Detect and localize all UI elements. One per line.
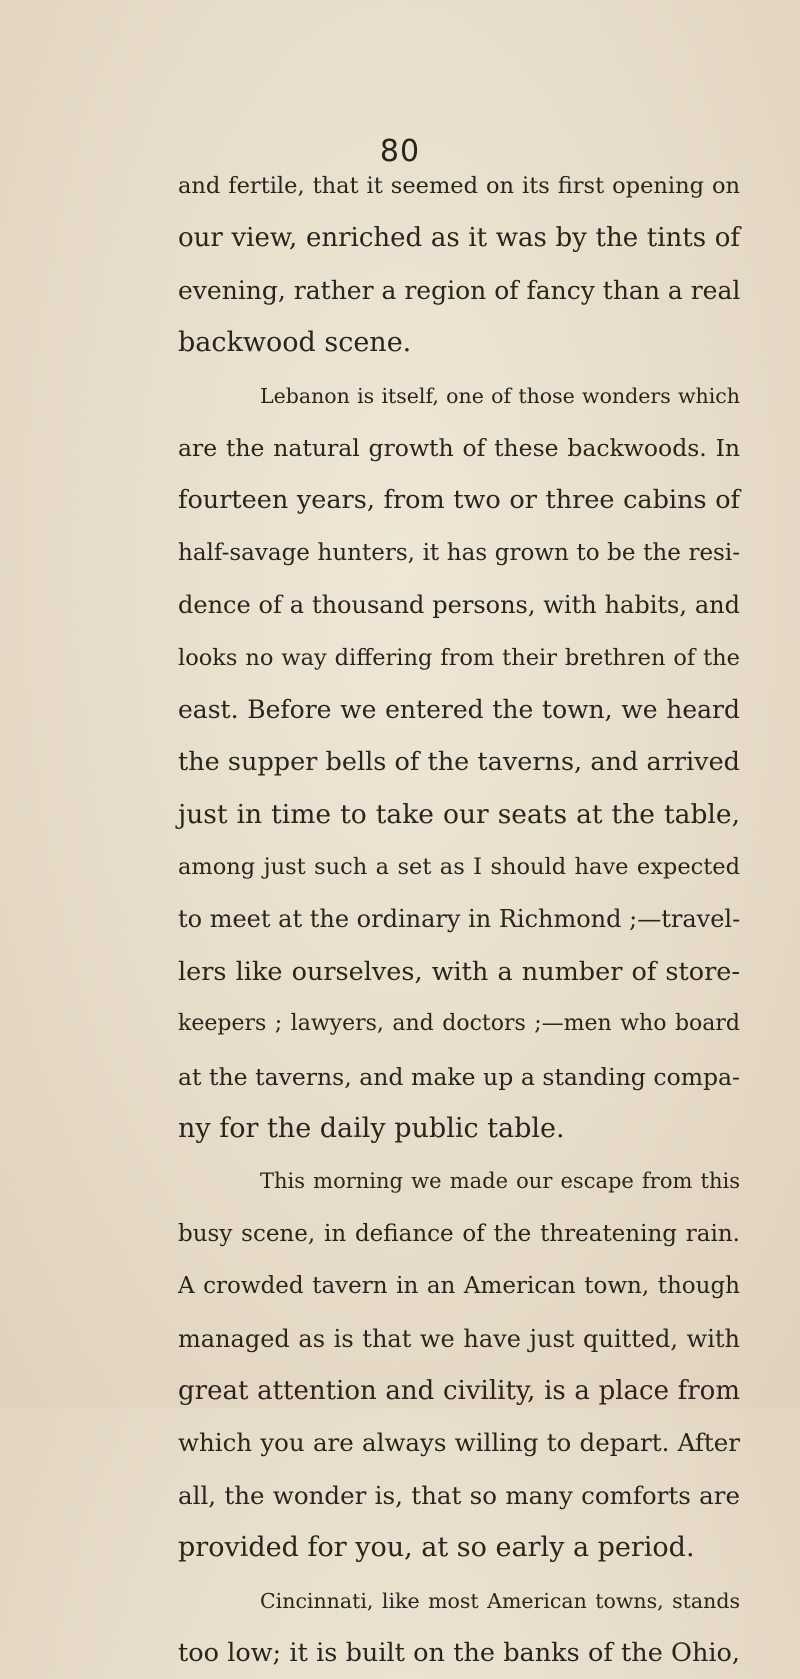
text-line: keepers ; lawyers, and doctors ;—men who board (178, 1011, 740, 1037)
text-line: looks no way differing from their brethren of the (178, 644, 740, 671)
body-text (178, 160, 740, 1679)
text-line: to meet at the ordinary in Richmond ;—travel- (178, 905, 741, 934)
text-line: east. Before we entered the town, we heard (178, 694, 740, 724)
text-line: among just such a set as I should have expected (178, 854, 740, 881)
text-line: provided for you, at so early a period. (178, 1532, 695, 1564)
text-line: dence of a thousand persons, with habits, and (178, 591, 740, 620)
text-line: A crowded tavern in an American town, though (178, 1273, 740, 1300)
text-line: fourteen years, from two or three cabins of (178, 485, 740, 516)
text-line: This morning we made our escape from this (260, 1169, 740, 1194)
text-line: busy scene, in defiance of the threatening rain. (178, 1220, 740, 1247)
text-line: too low; it is built on the banks of the Ohio, (178, 1637, 740, 1668)
text-line: managed as is that we have just quitted, with (178, 1324, 740, 1353)
text-line: which you are always willing to depart. After (178, 1428, 740, 1458)
page-number: 80 (379, 134, 421, 169)
text-line: ny for the daily public table. (178, 1113, 565, 1145)
text-line: Lebanon is itself, one of those wonders which (260, 383, 740, 408)
text-line: our view, enriched as it was by the tints of (178, 223, 740, 254)
text-line: the supper bells of the taverns, and arrived (178, 747, 740, 778)
text-line: evening, rather a region of fancy than a real (178, 275, 741, 305)
text-line: all, the wonder is, that so many comforts are (178, 1480, 740, 1510)
text-line: great attention and civility, is a place from (178, 1375, 740, 1406)
text-line: lers like ourselves, with a number of store- (178, 956, 740, 987)
text-line: at the taverns, and make up a standing compa- (178, 1062, 740, 1091)
text-line: backwood scene. (178, 327, 412, 359)
text-line: are the natural growth of these backwoods. In (178, 433, 740, 462)
text-line: just in time to take our seats at the table, (178, 798, 740, 830)
text-line: Cincinnati, like most American towns, stands (260, 1588, 740, 1613)
text-line: half-savage hunters, it has grown to be the resi- (178, 539, 740, 566)
text-line: and fertile, that it seemed on its first opening on (178, 173, 740, 199)
